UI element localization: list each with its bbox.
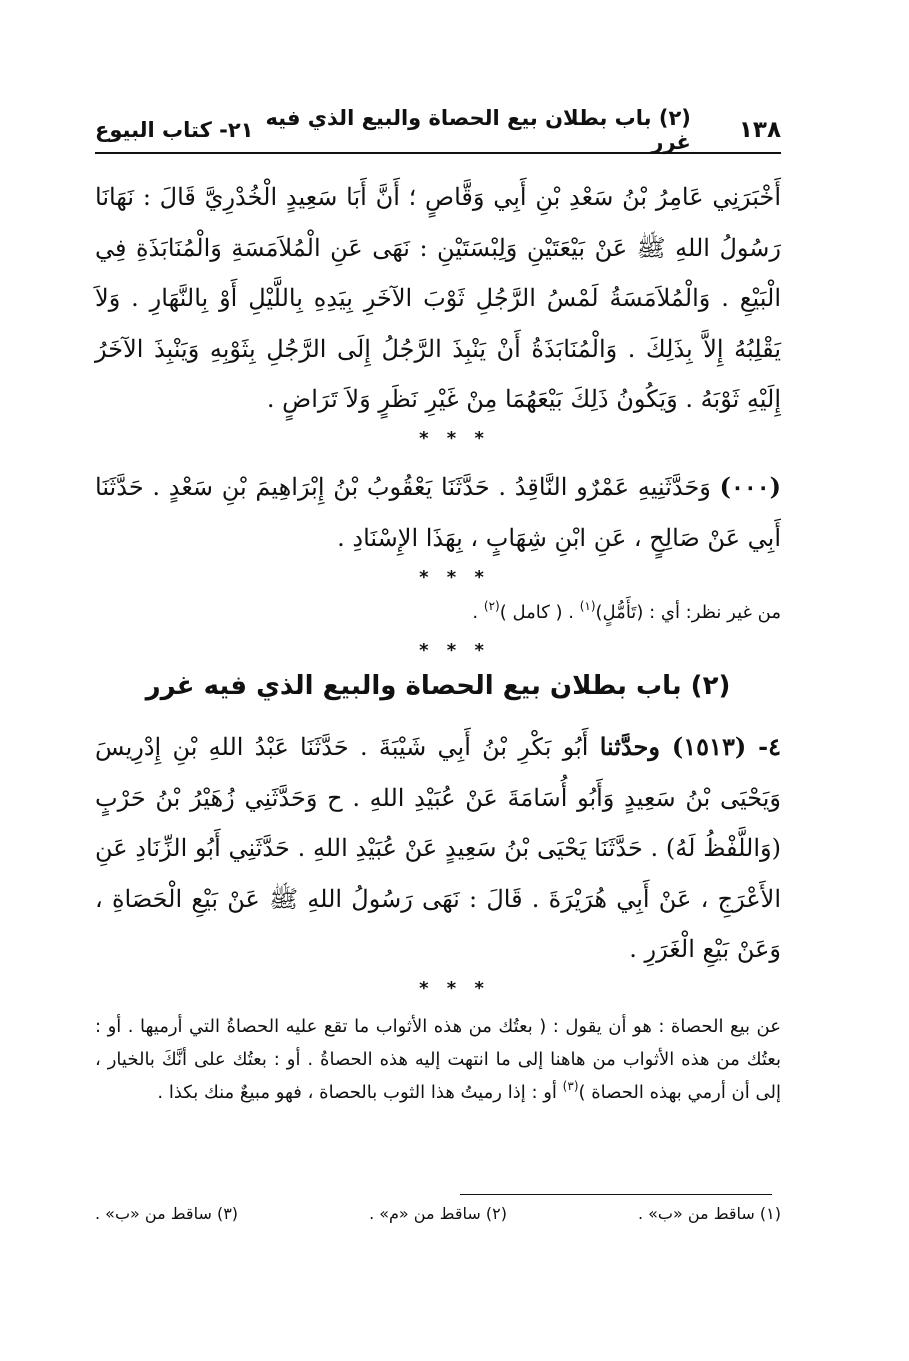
- gloss-text: .: [472, 602, 479, 623]
- footnote-divider: [460, 1194, 772, 1195]
- chapter-heading: (٢) باب بطلان بيع الحصاة والبيع الذي فيه غرر: [145, 671, 731, 701]
- footnotes: [95, 1204, 781, 1234]
- gloss-paragraph-1: [95, 596, 781, 629]
- header-book-title: ٢١- كتاب البيوع: [95, 118, 254, 142]
- separator-stars: * * *: [419, 978, 490, 999]
- running-header: [95, 108, 781, 154]
- gloss-text: . ( كامل ): [499, 602, 574, 623]
- hadith-number: ٤- (١٥١٣) وحدَّثنا: [599, 732, 781, 761]
- footnote-ref: (٢): [483, 599, 500, 613]
- footnote-ref: (١): [579, 599, 596, 613]
- hadith-number: (٠٠٠): [719, 472, 781, 501]
- footnote-ref: (٣): [562, 1079, 579, 1093]
- hadith-text: أَخْبَرَنِي عَامِرُ بْنُ سَعْدِ بْنِ أَبِي وَقَّاصٍ ؛ أَنَّ أَبَا سَعِيدٍ الْخُدْرِيَّ قَالَ : نَهَانَا رَسُولُ اللهِ ﷺ عَنْ بَيْعَتَيْنِ وَلِبْسَتَيْنِ : نَهَى عَنِ الْمُلاَمَسَةِ وَالْمُنَابَذَةِ فِي الْبَيْعِ . وَالْمُلاَمَسَةُ لَمْسُ الرَّجُلِ ثَوْبَ الآخَرِ بِيَدِهِ بِاللَّيْلِ أَوْ بِالنَّهَارِ . وَلاَ يَقْلِبُهُ إِلاَّ بِذَلِكَ . وَالْمُنَابَذَةُ أَنْ يَنْبِذَ الرَّجُلُ إِلَى الرَّجُلِ بِثَوْبِهِ وَيَنْبِذَ الآخَرُ إِلَيْهِ ثَوْبَهُ . وَيَكُونُ ذَلِكَ بَيْعَهُمَا مِنْ غَيْرِ نَظَرٍ وَلاَ تَرَاضٍ .: [95, 183, 781, 413]
- header-chapter-title: (٢) باب بطلان بيع الحصاة والبيع الذي فيه غرر: [265, 106, 691, 154]
- gloss-text: أو : إذا رميتُ هذا الثوب بالحصاة ، فهو مبيعٌ منك بكذا .: [157, 1082, 557, 1103]
- gloss-paragraph-2: [95, 1010, 781, 1109]
- hadith-paragraph-1: [95, 172, 781, 425]
- separator-stars: * * *: [419, 428, 490, 449]
- separator-stars: * * *: [419, 567, 490, 588]
- hadith-text: وَحَدَّثَنِيهِ عَمْرٌو النَّاقِدُ . حَدَّثَنَا يَعْقُوبُ بْنُ إِبْرَاهِيمَ بْنِ سَعْدٍ . حَدَّثَنَا أَبِي عَنْ صَالِحٍ ، عَنِ ابْنِ شِهَابٍ ، بِهَذَا الإِسْنَادِ .: [95, 473, 781, 552]
- separator-stars: * * *: [419, 640, 490, 661]
- footnote-3: (٣) ساقط من «ب» .: [95, 1204, 239, 1223]
- footnote-1: (١) ساقط من «ب» .: [637, 1204, 781, 1223]
- gloss-text: من غير نظر: أي : (تَأَمُّلٍ): [595, 602, 781, 623]
- gloss-text: عن بيع الحصاة : هو أن يقول : ( بعتُك من هذه الأثواب ما تقع عليه الحصاةُ التي أرميها . أو : بعتُك من هذه الأثواب من هاهنا إلى ما انتهت إليه هذه الحصاةُ . أو : بعتُك على أنَّكَ بالخيار ، إلى أن أرمي بهذه الحصاة ): [95, 1016, 781, 1103]
- hadith-text: أَبُو بَكْرِ بْنُ أَبِي شَيْبَةَ . حَدَّثَنَا عَبْدُ اللهِ بْنِ إِدْرِيسَ وَيَحْيَى بْنُ سَعِيدٍ وَأَبُو أُسَامَةَ عَنْ عُبَيْدِ اللهِ . ح وَحَدَّثَنِي زُهَيْرُ بْنُ حَرْبٍ (وَاللَّفْظُ لَهُ) . حَدَّثَنَا يَحْيَى بْنُ سَعِيدٍ عَنْ عُبَيْدِ اللهِ . حَدَّثَنِي أَبُو الزِّنَادِ عَنِ الأَعْرَجِ ، عَنْ أَبِي هُرَيْرَةَ . قَالَ : نَهَى رَسُولُ اللهِ ﷺ عَنْ بَيْعِ الْحَصَاةِ ، وَعَنْ بَيْعِ الْغَرَرِ .: [95, 733, 781, 963]
- page-number: ١٣٨: [738, 117, 781, 143]
- hadith-paragraph-2: [95, 462, 781, 563]
- footnote-2: (٢) ساقط من «م» .: [369, 1204, 507, 1223]
- hadith-paragraph-3: [95, 722, 781, 975]
